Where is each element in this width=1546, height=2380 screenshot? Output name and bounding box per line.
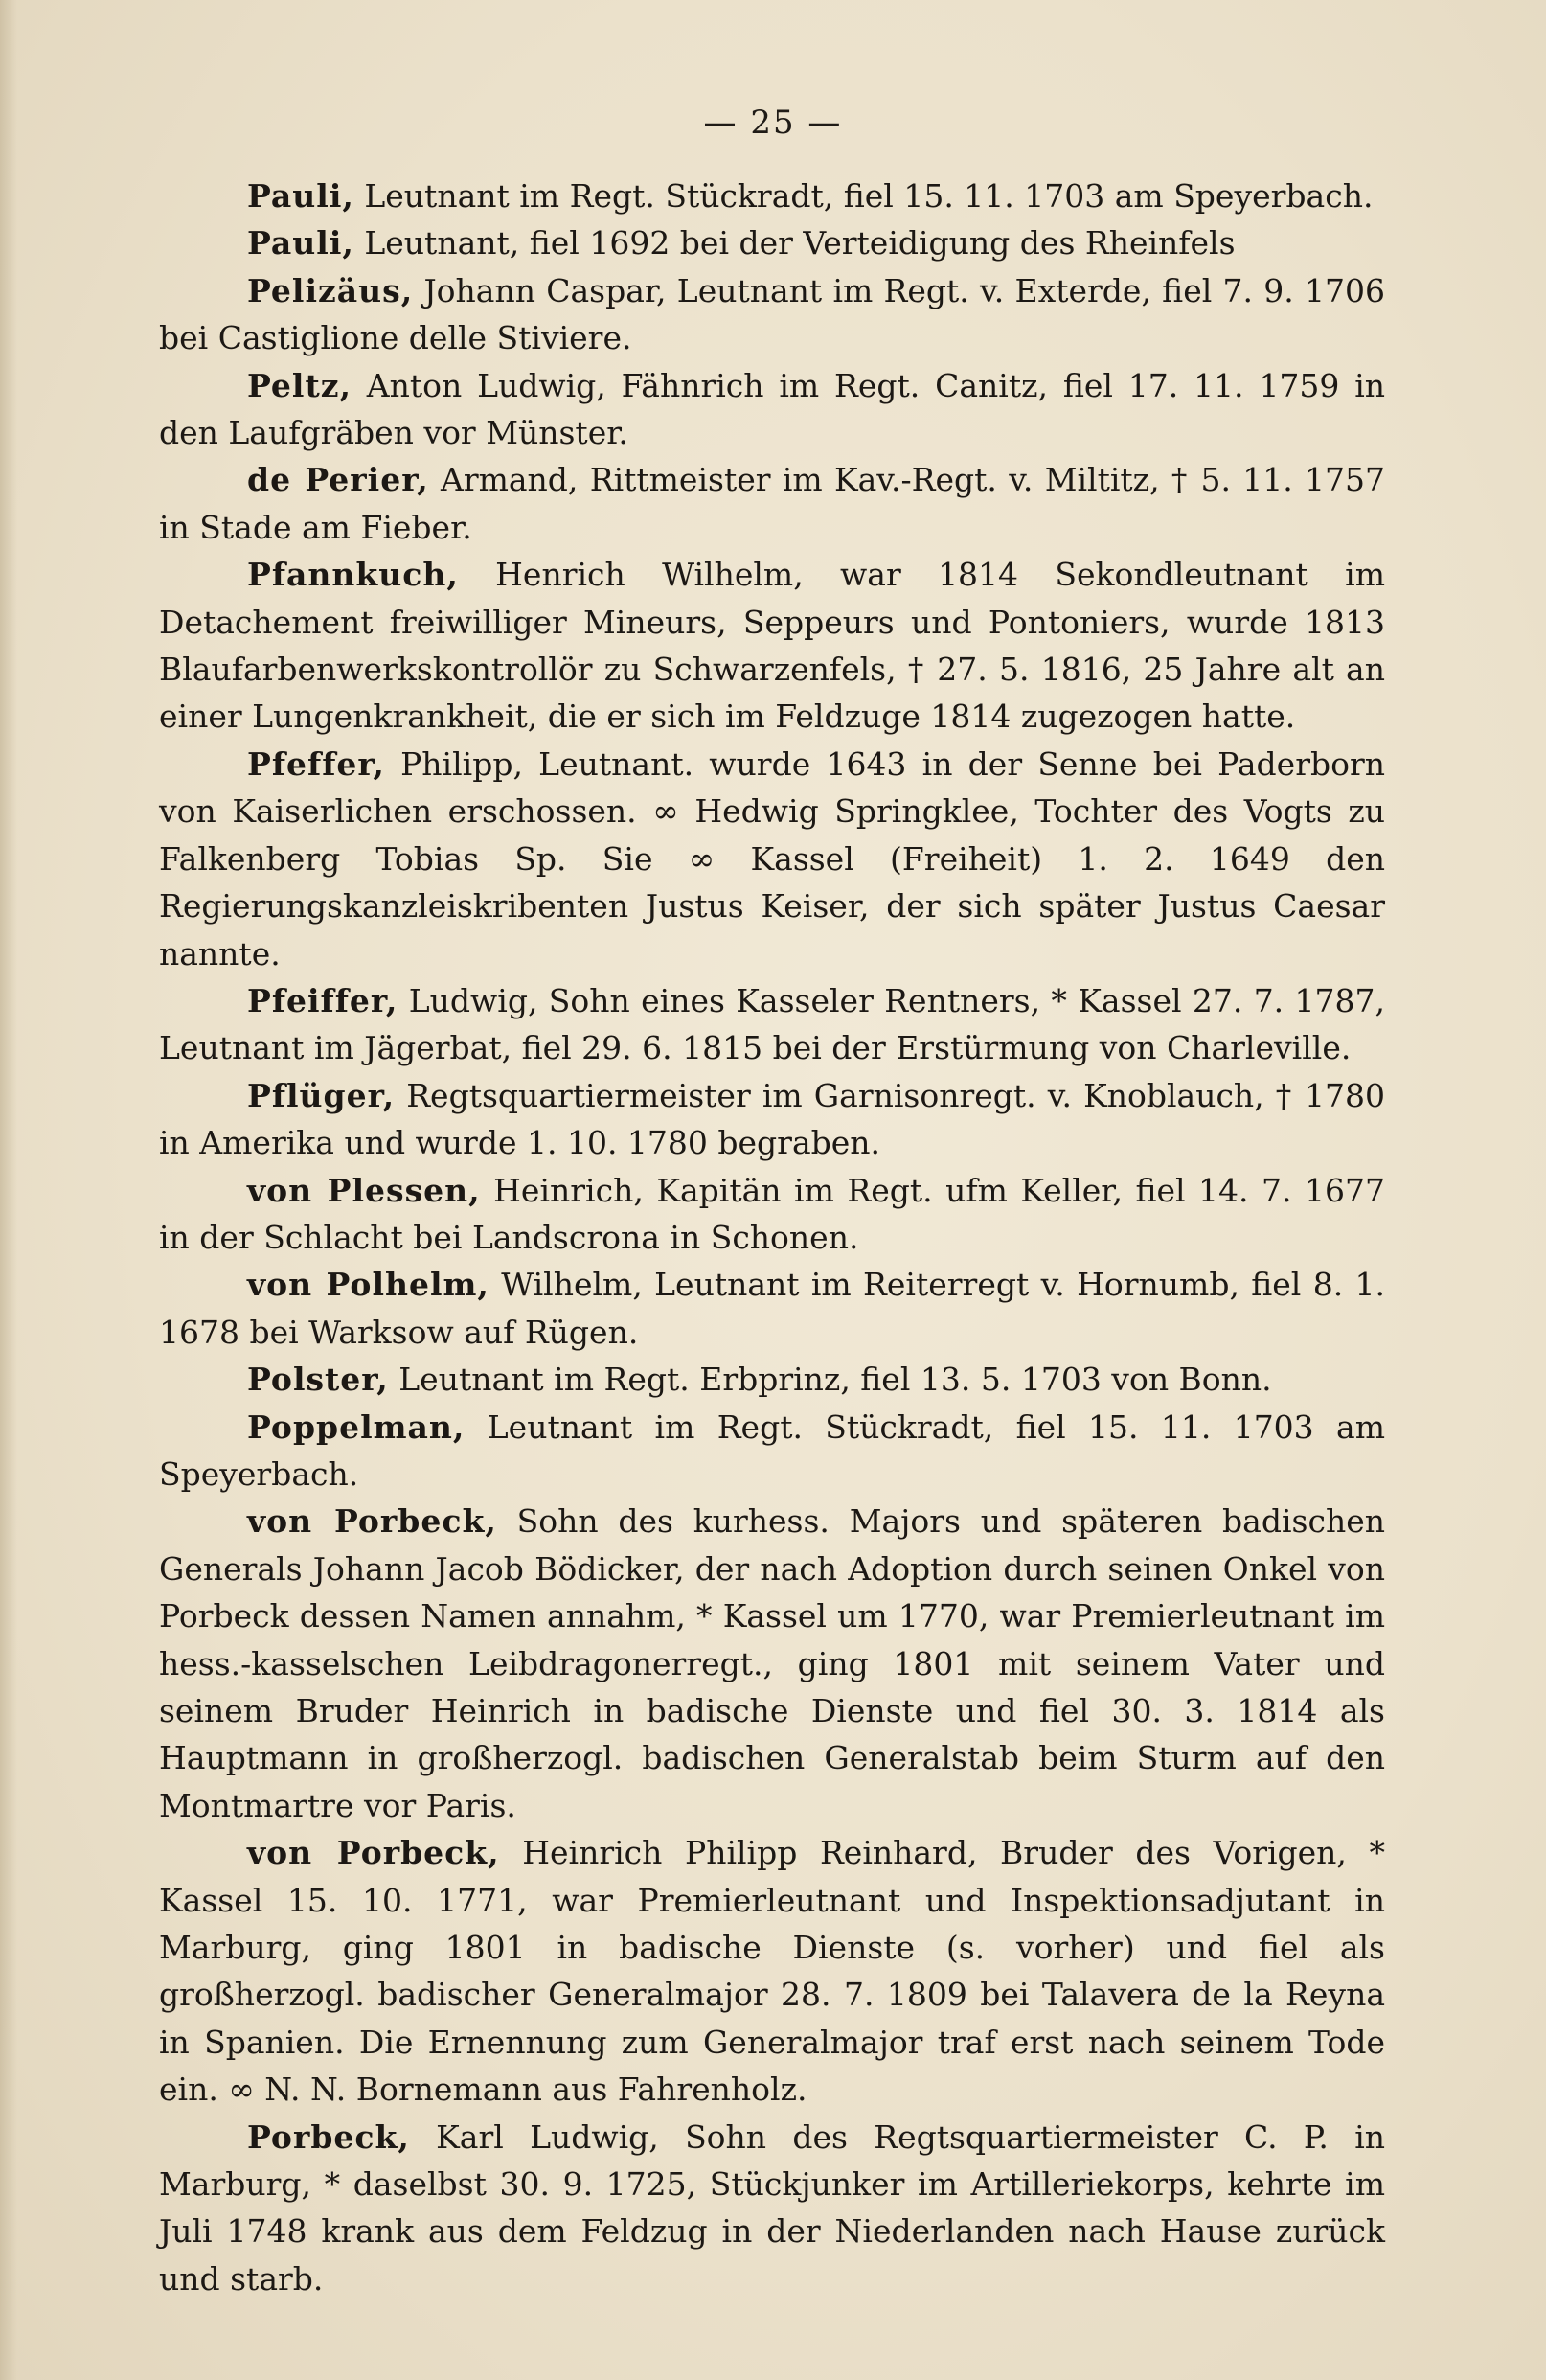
entry-text: Armand, Rittmeister im Kav.-Regt. v. Miltitz, † 5. 11. 1757 in Stade am Fieber. xyxy=(159,461,1386,546)
entry-text: Ludwig, Sohn eines Kasseler Rentners, * Kassel 27. 7. 1787, Leutnant im Jägerbat, fiel 29. 6. 1815 bei der Erstürmung von Charleville. xyxy=(159,981,1385,1067)
entry-text: Regtsquartiermeister im Garnisonregt. v. Knoblauch, † 1780 in Amerika und wurde 1. 10. 1780 begraben. xyxy=(159,1076,1385,1162)
entry xyxy=(159,1356,1385,1403)
page-number: — 25 — xyxy=(703,103,843,142)
entry xyxy=(159,741,1385,977)
entry xyxy=(159,219,1385,266)
entry xyxy=(159,977,1385,1072)
entry xyxy=(159,1829,1385,2113)
page-binding-shadow xyxy=(0,0,17,2380)
entry-name: Pfannkuch, xyxy=(247,556,459,594)
entry xyxy=(159,551,1385,741)
entry-text: Leutnant im Regt. Stückradt, fiel 15. 11. 1703 am Speyerbach. xyxy=(159,1407,1385,1493)
entry-text: Johann Caspar, Leutnant im Regt. v. Exterde, fiel 7. 9. 1706 bei Castiglione delle Stiviere. xyxy=(159,271,1385,357)
entry-name: de Perier, xyxy=(247,461,429,499)
entry-text: Heinrich, Kapitän im Regt. ufm Keller, fiel 14. 7. 1677 in der Schlacht bei Landscrona in Schonen. xyxy=(159,1171,1385,1256)
entry-text: Henrich Wilhelm, war 1814 Sekondleutnant im Detachement freiwilliger Mineurs, Seppeurs und Pontoniers, wurde 1813 Blaufarbenwerkskontrollör zu Schwarzenfels, † 27. 5. 1816, 25 Jahre alt an einer Lungenkrankheit, die er sich im Feldzuge 1814 zugezogen hatte. xyxy=(159,556,1385,736)
entry xyxy=(159,456,1385,551)
entry-name: Pflüger, xyxy=(247,1076,396,1114)
entry-text: Philipp, Leutnant. wurde 1643 in der Senne bei Paderborn von Kaiserlichen erschossen. ∞ Hedwig Springklee, Tochter des Vogts zu Falkenberg Tobias Sp. Sie ∞ Kassel (Freiheit) 1. 2. 1649 den Regierungskanzleiskribenten Justus Keiser, der sich später Justus Caesar nannte. xyxy=(159,744,1385,973)
entry xyxy=(159,1404,1385,1499)
entry-text: Anton Ludwig, Fähnrich im Regt. Canitz, fiel 17. 11. 1759 in den Laufgräben vor Münster. xyxy=(159,366,1385,452)
entry-text: Wilhelm, Leutnant im Reiterregt v. Hornumb, fiel 8. 1. 1678 bei Warksow auf Rügen. xyxy=(159,1266,1385,1351)
entry-name: Peltz, xyxy=(247,366,352,404)
entry-text: Leutnant im Regt. Stückradt, fiel 15. 11. 1703 am Speyerbach. xyxy=(353,177,1374,215)
entry-name: Porbeck, xyxy=(247,2117,410,2156)
entry-text: Leutnant, fiel 1692 bei der Verteidigung des Rheinfels xyxy=(353,224,1236,263)
entry-text: Leutnant im Regt. Erbprinz, fiel 13. 5. 1703 von Bonn. xyxy=(388,1361,1272,1399)
entry xyxy=(159,1167,1385,1262)
entry-list xyxy=(159,172,1385,2302)
entry-name: Pelizäus, xyxy=(247,271,414,309)
entry-text: Karl Ludwig, Sohn des Regtsquartiermeister C. P. in Marburg, * daselbst 30. 9. 1725, Stückjunker im Artilleriekorps, kehrte im Juli 1748 krank aus dem Feldzug in der Niederlanden nach Hause zurück und starb. xyxy=(159,2117,1385,2298)
entry xyxy=(159,362,1385,457)
entry xyxy=(159,2114,1385,2303)
entry xyxy=(159,1261,1385,1356)
entry-text: Heinrich Philipp Reinhard, Bruder des Vorigen, * Kassel 15. 10. 1771, war Premierleutnant und Inspektionsadjutant in Marburg, ging 1801 in badische Dienste (s. vorher) und fiel als großherzogl. badischer Generalmajor 28. 7. 1809 bei Talavera de la Reyna in Spanien. Die Ernennung zum Generalmajor traf erst nach seinem Tode ein. ∞ N. N. Bornemann aus Fahrenholz. xyxy=(159,1834,1386,2109)
entry xyxy=(159,1072,1385,1167)
entry-name: von Porbeck, xyxy=(247,1834,500,1872)
entry-name: Pfeiffer, xyxy=(247,981,398,1019)
entry-name: von Porbeck, xyxy=(247,1502,497,1541)
entry xyxy=(159,267,1385,362)
entry-name: Pauli, xyxy=(247,224,354,263)
entry-text: Sohn des kurhess. Majors und späteren badischen Generals Johann Jacob Bödicker, der nach Adoption durch seinen Onkel von Porbeck dessen Namen annahm, * Kassel um 1770, war Premierleutnant im hess.-kasselschen Leibdragonerregt., ging 1801 mit seinem Vater und seinem Bruder Heinrich in badische Dienste und fiel 30. 3. 1814 als Hauptmann in großherzogl. badischen Generalstab beim Sturm auf den Montmartre vor Paris. xyxy=(159,1502,1385,1824)
entry-name: Pauli, xyxy=(247,177,354,215)
entry xyxy=(159,172,1385,219)
entry-name: von Polhelm, xyxy=(247,1266,489,1304)
entry-name: Polster, xyxy=(247,1361,389,1399)
entry-name: Poppelman, xyxy=(247,1407,466,1446)
entry-name: von Plessen, xyxy=(247,1171,481,1209)
entry-name: Pfeffer, xyxy=(247,744,385,783)
entry xyxy=(159,1498,1385,1829)
